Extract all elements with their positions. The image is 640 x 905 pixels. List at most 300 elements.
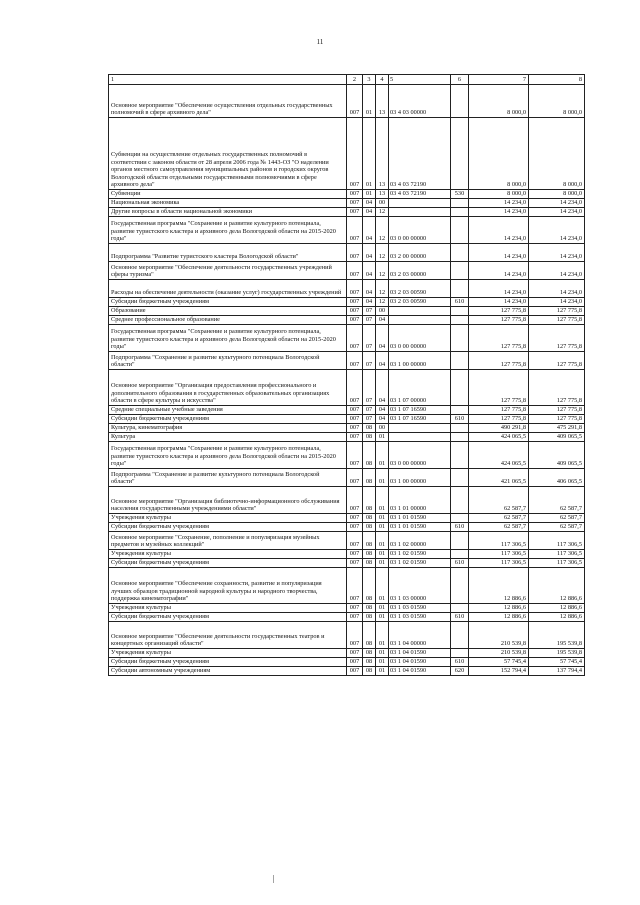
cell-amount-2018: 127 775,8 [469,316,529,325]
cell-amount-2019: 406 065,5 [529,469,585,487]
cell-subsection: 01 [376,622,389,649]
cell-subsection: 01 [376,649,389,658]
cell-subsection: 01 [376,514,389,523]
cell-description: Учреждения культуры [109,604,347,613]
cell-target-article: 03 1 07 16590 [389,415,451,424]
cell-code: 007 [347,559,363,568]
cell-target-article: 03 1 04 00000 [389,622,451,649]
table-row [109,613,585,622]
cell-target-article: 03 2 00 00000 [389,244,451,262]
cell-description: Основное мероприятие "Обеспечение деятельности государственных театров и концертных организаций области" [109,622,347,649]
cell-subsection: 01 [376,469,389,487]
cell-subsection: 12 [376,244,389,262]
cell-code: 007 [347,217,363,244]
cell-section: 08 [363,487,376,514]
table-row [109,316,585,325]
cell-target-article: 03 2 03 00590 [389,280,451,298]
cell-code: 007 [347,469,363,487]
cell-subsection: 00 [376,307,389,316]
cell-description: Основное мероприятие "Организация библиотечно-информационного обслуживания населения государственными учреждениями области" [109,487,347,514]
cell-amount-2019: 57 745,4 [529,658,585,667]
cell-subsection: 12 [376,208,389,217]
cell-code: 007 [347,199,363,208]
cell-target-article: 03 0 00 00000 [389,442,451,469]
cell-target-article: 03 1 00 00000 [389,352,451,370]
cell-target-article: 03 1 02 00000 [389,532,451,550]
cell-amount-2019: 127 775,8 [529,316,585,325]
cell-target-article: 03 4 03 72190 [389,190,451,199]
cell-section: 08 [363,649,376,658]
cell-section: 07 [363,325,376,352]
cell-section: 08 [363,622,376,649]
cell-expense-type [451,307,469,316]
cell-subsection: 04 [376,325,389,352]
cell-description: Субвенции [109,190,347,199]
cell-section: 07 [363,352,376,370]
header-col-description: 1 [109,75,347,85]
cell-target-article: 03 1 03 01590 [389,613,451,622]
cell-expense-type [451,649,469,658]
table-row [109,649,585,658]
cell-description: Субсидии бюджетным учреждениям [109,523,347,532]
cell-amount-2019: 62 587,7 [529,487,585,514]
cell-expense-type: 610 [451,523,469,532]
cell-section: 08 [363,433,376,442]
cell-amount-2019: 14 234,0 [529,298,585,307]
cell-amount-2018: 8 000,0 [469,118,529,190]
header-col-amount-2019: 8 [529,75,585,85]
cell-section: 08 [363,550,376,559]
cell-code: 007 [347,298,363,307]
cell-description: Культура [109,433,347,442]
cell-amount-2018: 117 306,5 [469,532,529,550]
cell-target-article [389,316,451,325]
cell-subsection: 00 [376,199,389,208]
cell-amount-2018: 424 065,5 [469,433,529,442]
cell-description: Подпрограмма "Сохранение и развитие культурного потенциала Вологодской области" [109,469,347,487]
cell-amount-2019: 127 775,8 [529,406,585,415]
table-row [109,298,585,307]
cell-code: 007 [347,190,363,199]
table-row [109,487,585,514]
cell-code: 007 [347,307,363,316]
cell-code: 007 [347,514,363,523]
cell-target-article: 03 1 03 01590 [389,604,451,613]
cell-target-article: 03 2 03 00590 [389,298,451,307]
cell-section: 08 [363,442,376,469]
table-row [109,85,585,118]
cell-expense-type [451,280,469,298]
cell-amount-2019: 62 587,7 [529,523,585,532]
cell-expense-type [451,85,469,118]
table-row [109,280,585,298]
cell-code: 007 [347,352,363,370]
cell-expense-type [451,370,469,406]
cell-target-article: 03 1 07 16590 [389,406,451,415]
cell-amount-2019: 14 234,0 [529,280,585,298]
cell-amount-2018: 62 587,7 [469,523,529,532]
cell-amount-2019: 195 539,8 [529,649,585,658]
cell-description: Основное мероприятие "Организация предоставления профессионального и дополнительного образования в государственных образовательных организациях области в сфере культуры и искусства" [109,370,347,406]
cell-amount-2018: 210 539,8 [469,622,529,649]
cell-amount-2018: 127 775,8 [469,406,529,415]
cell-description: Расходы на обеспечение деятельности (оказание услуг) государственных учреждений [109,280,347,298]
budget-table [108,74,585,676]
header-col-amount-2018: 7 [469,75,529,85]
cell-section: 04 [363,244,376,262]
cell-expense-type: 610 [451,559,469,568]
cell-description: Учреждения культуры [109,550,347,559]
cell-target-article: 03 4 03 72190 [389,118,451,190]
cell-amount-2019: 117 306,5 [529,559,585,568]
cell-subsection: 13 [376,190,389,199]
cell-subsection: 01 [376,442,389,469]
cell-code: 007 [347,442,363,469]
cell-amount-2018: 14 234,0 [469,280,529,298]
cell-amount-2018: 57 745,4 [469,658,529,667]
cell-amount-2019: 127 775,8 [529,370,585,406]
cell-expense-type [451,469,469,487]
cell-code: 007 [347,244,363,262]
cell-section: 08 [363,559,376,568]
cell-amount-2019: 8 000,0 [529,118,585,190]
cell-amount-2019: 409 065,5 [529,442,585,469]
cell-target-article: 03 1 07 00000 [389,370,451,406]
cell-expense-type [451,118,469,190]
cell-amount-2019: 12 886,6 [529,568,585,604]
cell-section: 08 [363,514,376,523]
table-row [109,415,585,424]
cell-expense-type [451,217,469,244]
table-row [109,523,585,532]
header-col-section: 3 [363,75,376,85]
header-col-expense-type: 6 [451,75,469,85]
cell-amount-2019: 14 234,0 [529,262,585,280]
table-row [109,307,585,316]
cell-code: 007 [347,85,363,118]
cell-target-article: 03 0 00 00000 [389,325,451,352]
cell-code: 007 [347,487,363,514]
table-row [109,190,585,199]
cell-amount-2019: 12 886,6 [529,613,585,622]
cell-subsection: 12 [376,280,389,298]
cell-description: Средние специальные учебные заведения [109,406,347,415]
cell-amount-2018: 127 775,8 [469,352,529,370]
cell-expense-type [451,550,469,559]
table-row [109,244,585,262]
cell-description: Подпрограмма "Сохранение и развитие культурного потенциала Вологодской области" [109,352,347,370]
cell-expense-type [451,487,469,514]
cell-code: 007 [347,424,363,433]
cell-expense-type [451,244,469,262]
header-col-code: 2 [347,75,363,85]
cell-expense-type: 610 [451,415,469,424]
cell-section: 04 [363,262,376,280]
cell-section: 08 [363,613,376,622]
cell-section: 01 [363,85,376,118]
cell-section: 07 [363,370,376,406]
cell-subsection: 04 [376,352,389,370]
cell-amount-2018: 490 291,8 [469,424,529,433]
cell-amount-2018: 127 775,8 [469,370,529,406]
cell-subsection: 12 [376,298,389,307]
cell-section: 04 [363,298,376,307]
cell-amount-2019: 8 000,0 [529,85,585,118]
cell-section: 08 [363,658,376,667]
cell-expense-type [451,199,469,208]
cell-code: 007 [347,370,363,406]
cell-description: Субсидии бюджетным учреждениям [109,415,347,424]
cell-expense-type [451,433,469,442]
cell-description: Государственная программа "Сохранение и развитие культурного потенциала, развитие туристского кластера и архивного дела Вологодской области на 2015-2020 годы" [109,217,347,244]
cell-section: 08 [363,667,376,676]
cell-expense-type [451,262,469,280]
cell-code: 007 [347,523,363,532]
cell-expense-type [451,622,469,649]
cell-subsection: 00 [376,424,389,433]
table-row [109,325,585,352]
cell-target-article: 03 1 01 01590 [389,514,451,523]
cell-amount-2018: 62 587,7 [469,514,529,523]
cell-section: 07 [363,415,376,424]
cell-amount-2018: 127 775,8 [469,307,529,316]
cell-subsection: 01 [376,532,389,550]
cell-amount-2018: 8 000,0 [469,85,529,118]
cell-description: Культура, кинематография [109,424,347,433]
cell-section: 08 [363,604,376,613]
cell-code: 007 [347,649,363,658]
cell-amount-2018: 117 306,5 [469,559,529,568]
cell-expense-type: 620 [451,667,469,676]
cell-expense-type: 610 [451,613,469,622]
cell-section: 07 [363,406,376,415]
cell-code: 007 [347,316,363,325]
cell-subsection: 01 [376,523,389,532]
cell-section: 04 [363,217,376,244]
cell-code: 007 [347,280,363,298]
cell-expense-type [451,208,469,217]
cell-section: 01 [363,118,376,190]
cell-expense-type [451,568,469,604]
cell-description: Субсидии бюджетным учреждениям [109,298,347,307]
cell-code: 007 [347,433,363,442]
cell-description: Субсидии бюджетным учреждениям [109,559,347,568]
cell-expense-type [451,352,469,370]
cell-amount-2018: 127 775,8 [469,415,529,424]
bottom-mark: | [273,874,275,883]
cell-expense-type [451,424,469,433]
cell-amount-2018: 14 234,0 [469,199,529,208]
cell-code: 007 [347,325,363,352]
table-row [109,424,585,433]
cell-amount-2019: 14 234,0 [529,208,585,217]
cell-target-article: 03 1 02 01590 [389,559,451,568]
table-row [109,622,585,649]
cell-amount-2019: 14 234,0 [529,244,585,262]
cell-amount-2019: 475 291,8 [529,424,585,433]
table-row [109,667,585,676]
cell-subsection: 01 [376,568,389,604]
cell-amount-2018: 14 234,0 [469,262,529,280]
cell-expense-type [451,532,469,550]
cell-subsection: 04 [376,316,389,325]
cell-description: Субсидии бюджетным учреждениям [109,658,347,667]
cell-code: 007 [347,550,363,559]
cell-code: 007 [347,406,363,415]
cell-amount-2018: 12 886,6 [469,604,529,613]
cell-target-article [389,424,451,433]
cell-target-article: 03 1 00 00000 [389,469,451,487]
cell-target-article: 03 1 04 01590 [389,658,451,667]
cell-amount-2019: 127 775,8 [529,307,585,316]
cell-expense-type: 610 [451,658,469,667]
cell-code: 007 [347,118,363,190]
cell-subsection: 13 [376,118,389,190]
cell-subsection: 04 [376,406,389,415]
cell-description: Национальная экономика [109,199,347,208]
cell-subsection: 01 [376,658,389,667]
cell-code: 007 [347,604,363,613]
cell-code: 007 [347,568,363,604]
cell-amount-2018: 424 065,5 [469,442,529,469]
cell-subsection: 01 [376,559,389,568]
cell-amount-2018: 152 794,4 [469,667,529,676]
cell-target-article: 03 1 04 01590 [389,667,451,676]
cell-target-article: 03 1 01 00000 [389,487,451,514]
cell-amount-2019: 14 234,0 [529,199,585,208]
table-row [109,406,585,415]
cell-code: 007 [347,415,363,424]
table-row [109,658,585,667]
table-row [109,352,585,370]
cell-section: 01 [363,190,376,199]
cell-description: Государственная программа "Сохранение и развитие культурного потенциала, развитие туристского кластера и архивного дела Вологодской области на 2015-2020 годы" [109,442,347,469]
table-row [109,370,585,406]
cell-target-article: 03 4 03 00000 [389,85,451,118]
table-row [109,532,585,550]
cell-amount-2019: 409 065,5 [529,433,585,442]
table-row [109,568,585,604]
cell-description: Основное мероприятие "Сохранение, пополнение и популяризация музейных предметов и музейных коллекций" [109,532,347,550]
cell-subsection: 04 [376,415,389,424]
cell-amount-2018: 127 775,8 [469,325,529,352]
cell-expense-type [451,316,469,325]
cell-code: 007 [347,667,363,676]
table-row [109,514,585,523]
cell-code: 007 [347,622,363,649]
cell-code: 007 [347,658,363,667]
table-row [109,118,585,190]
cell-section: 04 [363,280,376,298]
cell-target-article: 03 1 02 01590 [389,550,451,559]
cell-description: Среднее профессиональное образование [109,316,347,325]
cell-code: 007 [347,208,363,217]
cell-expense-type [451,604,469,613]
cell-subsection: 01 [376,604,389,613]
cell-description: Подпрограмма "Развитие туристского кластера Вологодской области" [109,244,347,262]
cell-amount-2019: 8 000,0 [529,190,585,199]
cell-subsection: 13 [376,85,389,118]
cell-description: Основное мероприятие "Обеспечение сохранности, развитие и популяризация лучших образцов традиционной народной культуры и народного творчества, поддержка кинематографии" [109,568,347,604]
cell-expense-type [451,406,469,415]
cell-expense-type [451,442,469,469]
cell-subsection: 12 [376,262,389,280]
cell-amount-2018: 62 587,7 [469,487,529,514]
cell-target-article: 03 1 04 01590 [389,649,451,658]
cell-amount-2018: 12 886,6 [469,568,529,604]
cell-target-article [389,208,451,217]
cell-description: Основное мероприятие "Обеспечение деятельности государственных учреждений сферы туризма" [109,262,347,280]
cell-amount-2019: 195 539,8 [529,622,585,649]
cell-target-article: 03 1 01 01590 [389,523,451,532]
cell-section: 08 [363,523,376,532]
cell-amount-2019: 127 775,8 [529,352,585,370]
cell-section: 08 [363,469,376,487]
header-col-target-article: 5 [389,75,451,85]
cell-description: Субсидии бюджетным учреждениям [109,613,347,622]
cell-amount-2018: 8 000,0 [469,190,529,199]
table-row [109,604,585,613]
cell-description: Субсидии автономным учреждениям [109,667,347,676]
cell-section: 07 [363,316,376,325]
table-row [109,433,585,442]
table-row [109,559,585,568]
header-col-subsection: 4 [376,75,389,85]
cell-target-article [389,307,451,316]
cell-description: Образование [109,307,347,316]
table-row [109,199,585,208]
cell-description: Основное мероприятие "Обеспечение осуществления отдельных государственных полномочий в сфере архивного дела" [109,85,347,118]
cell-expense-type [451,325,469,352]
cell-amount-2019: 127 775,8 [529,325,585,352]
cell-target-article: 03 0 00 00000 [389,217,451,244]
cell-amount-2018: 14 234,0 [469,298,529,307]
cell-subsection: 01 [376,433,389,442]
table-row [109,262,585,280]
cell-amount-2019: 117 306,5 [529,550,585,559]
cell-section: 08 [363,568,376,604]
cell-section: 04 [363,208,376,217]
cell-description: Другие вопросы в области национальной экономики [109,208,347,217]
cell-amount-2018: 117 306,5 [469,550,529,559]
cell-description: Учреждения культуры [109,514,347,523]
cell-amount-2019: 127 775,8 [529,415,585,424]
cell-amount-2018: 14 234,0 [469,208,529,217]
table-row [109,469,585,487]
table-header-row [109,75,585,85]
cell-amount-2019: 12 886,6 [529,604,585,613]
cell-amount-2019: 137 794,4 [529,667,585,676]
cell-amount-2018: 14 234,0 [469,217,529,244]
cell-amount-2019: 14 234,0 [529,217,585,244]
cell-subsection: 01 [376,667,389,676]
cell-amount-2018: 12 886,6 [469,613,529,622]
cell-description: Субвенции на осуществление отдельных государственных полномочий в соответствии с законом области от 28 апреля 2006 года № 1443-ОЗ "О наделении органов местного самоуправления муниципальных районов и городских округов Вологодской области отдельными государственными полномочиями в сфере архивного дела" [109,118,347,190]
cell-subsection: 04 [376,370,389,406]
table-row [109,550,585,559]
cell-subsection: 01 [376,487,389,514]
cell-code: 007 [347,262,363,280]
cell-section: 08 [363,424,376,433]
page-number: 11 [316,38,324,46]
cell-section: 08 [363,532,376,550]
cell-code: 007 [347,613,363,622]
cell-amount-2018: 14 234,0 [469,244,529,262]
table-row [109,208,585,217]
cell-target-article: 03 1 03 00000 [389,568,451,604]
cell-section: 07 [363,307,376,316]
cell-amount-2019: 62 587,7 [529,514,585,523]
